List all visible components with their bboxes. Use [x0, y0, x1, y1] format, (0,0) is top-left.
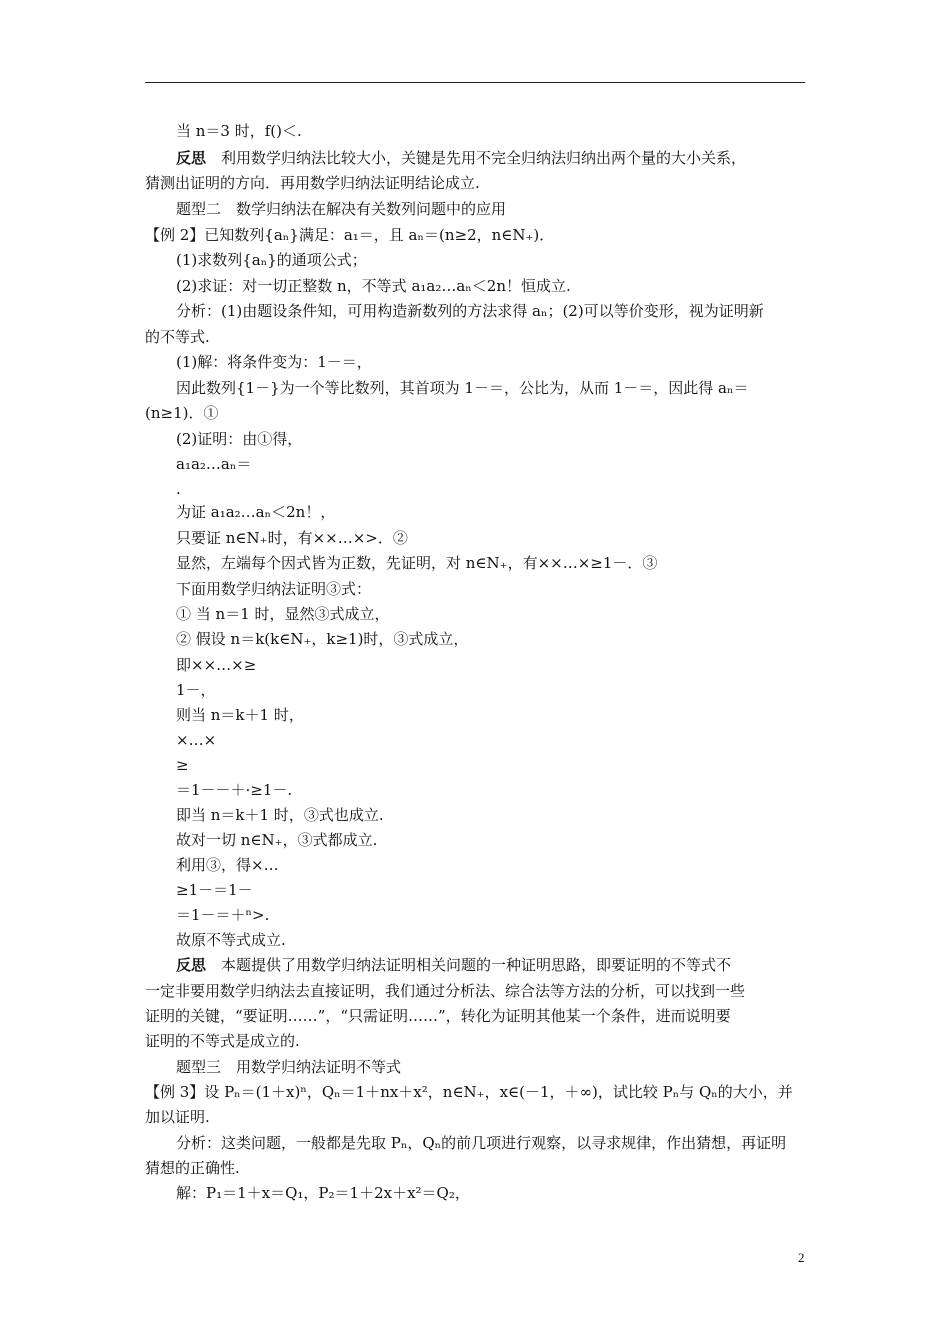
reflection-label: 反思: [176, 149, 207, 167]
text-line: (1)解：将条件变为：1－＝，: [176, 353, 372, 371]
text-line: 分析：(1)由题设条件知，可用构造新数列的方法求得 aₙ；(2)可以等价变形，视为证明新: [176, 302, 764, 320]
text-line: (2)证明：由①得，: [176, 430, 303, 448]
text-line: 一定非要用数学归纳法去直接证明，我们通过分析法、综合法等方法的分析，可以找到一些: [145, 982, 746, 1000]
page-number: 2: [798, 1250, 805, 1265]
text-line: ≥1－＝1－: [176, 881, 253, 899]
text-line: (1)求数列{aₙ}的通项公式；: [176, 251, 367, 269]
section-heading: 题型二 数学归纳法在解决有关数列问题中的应用: [176, 200, 507, 218]
text-line: 1－，: [176, 681, 216, 699]
text-line: 解：P₁＝1＋x＝Q₁，P₂＝1＋2x＋x²＝Q₂，: [176, 1184, 470, 1202]
text-line: 分析：这类问题，一般都是先取 Pₙ，Qₙ的前几项进行观察，以寻求规律，作出猜想，再证明: [176, 1134, 787, 1152]
text-line: 猜想的正确性.: [145, 1159, 240, 1177]
reflection-label: 反思: [176, 956, 207, 974]
text-line: 利用③，得×…: [176, 856, 279, 874]
text-line: 加以证明.: [145, 1108, 210, 1126]
text-line: ② 假设 n＝k(k∈N₊，k≥1)时，③式成立，: [176, 630, 469, 648]
text-line: ＝1－－＋·≥1－.: [176, 781, 293, 799]
text-line: 反思 本题提供了用数学归纳法证明相关问题的一种证明思路，即要证明的不等式不: [176, 956, 732, 974]
text-line: 显然，左端每个因式皆为正数，先证明，对 n∈N₊，有××…×≥1－．③: [176, 554, 658, 572]
text-line: 即××…×≥: [176, 656, 257, 674]
text-line: ×…×: [176, 731, 217, 749]
section-heading: 题型三 用数学归纳法证明不等式: [176, 1058, 402, 1076]
text-line: ≥: [176, 756, 189, 774]
text-line: 因此数列{1－}为一个等比数列，其首项为 1－＝，公比为，从而 1－＝，因此得 aₙ＝: [176, 379, 749, 397]
text-line: 的不等式.: [145, 328, 210, 346]
text-line: (2)求证：对一切正整数 n，不等式 a₁a₂…aₙ＜2n！恒成立.: [176, 277, 571, 295]
text-line: ① 当 n＝1 时，显然③式成立，: [176, 605, 390, 623]
text-line: (n≥1)．①: [145, 404, 219, 422]
text-line: 猜测出证明的方向．再用数学归纳法证明结论成立.: [145, 174, 480, 192]
header-rule: [145, 82, 805, 83]
text-line: 故对一切 n∈N₊，③式都成立.: [176, 831, 378, 849]
text-line: 为证 a₁a₂…aₙ＜2n！，: [176, 503, 336, 521]
text-line: 故原不等式成立.: [176, 931, 286, 949]
text-line: 只要证 n∈N₊时，有××…×>．②: [176, 529, 408, 547]
text-line: 当 n＝3 时，f()＜.: [176, 122, 302, 140]
text-line: 即当 n＝k＋1 时，③式也成立.: [176, 806, 384, 824]
text-line: 证明的不等式是成立的.: [145, 1032, 300, 1050]
text-line: a₁a₂…aₙ＝: [176, 455, 252, 473]
text-line: .: [176, 480, 181, 498]
text-line: 【例 2】已知数列{aₙ}满足：a₁＝，且 aₙ＝(n≥2，n∈N₊)．: [145, 226, 555, 244]
text-line: 证明的关键，“要证明……”，“只需证明……”，转化为证明其他某一个条件，进而说明要: [145, 1007, 731, 1025]
text-line: 反思 利用数学归纳法比较大小，关键是先用不完全归纳法归纳出两个量的大小关系，: [176, 149, 747, 167]
text-line: 下面用数学归纳法证明③式：: [176, 580, 372, 598]
text-line: 则当 n＝k＋1 时，: [176, 706, 304, 724]
text-line: 【例 3】设 Pₙ＝(1＋x)ⁿ，Qₙ＝1＋nx＋x²，n∈N₊，x∈(－1，＋∞)，试比较 Pₙ与 Qₙ的大小，并: [145, 1083, 793, 1101]
text-line: ＝1－＝＋ⁿ>.: [176, 906, 270, 924]
